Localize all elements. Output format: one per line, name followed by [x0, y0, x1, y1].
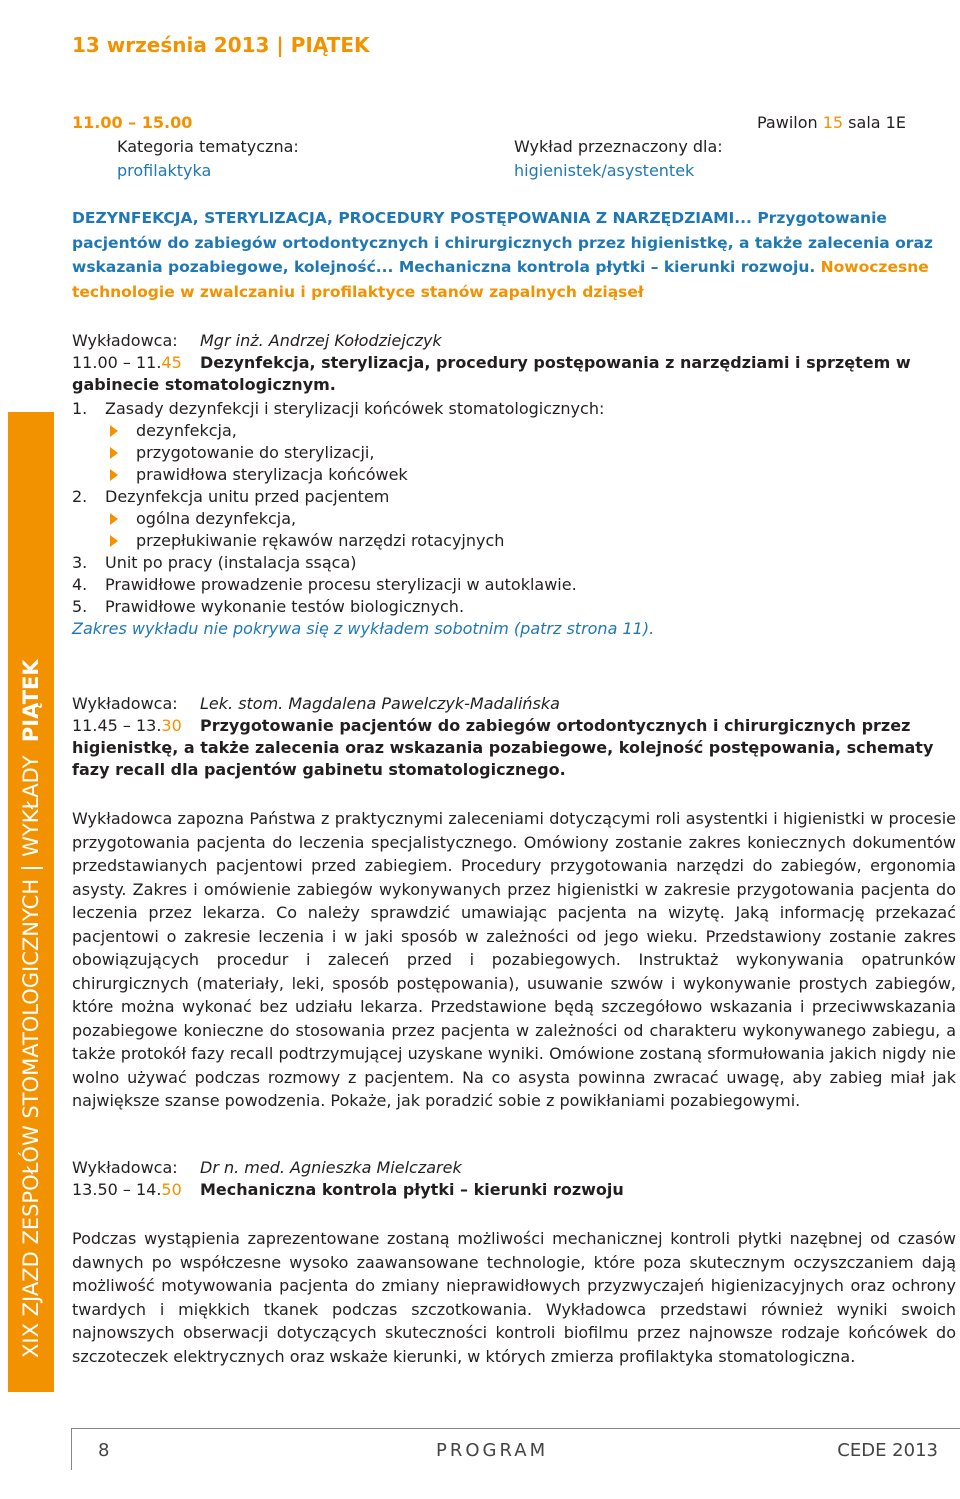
lecture-3-description: Podczas wystąpienia zaprezentowane zostaną możliwości mechanicznej kontroli płytki nazębnej od czasów dawnych po współczesne wysoko zaawansowane technologie, które poza skutecznym oczyszczaniem dają możliwość motywowania pacjenta do zmiany nieprawidłowych przyzwyczajeń higienizacyjnych oraz ochrony twardych i miękkich tkanek podczas szczotkowania. Wykładowca przedstawi również wyniki swoich najnowszych obserwacji dotyczących skuteczności kontroli biofilmu przez najnowsze rodzaje końcówek do szczoteczek elektrycznych oraz wskaże kierunki, w których zmierza profilaktyka stomatologiczna. — [72, 1229, 956, 1366]
session-title-extra: Nowoczesne technologie w zwalczaniu i profilaktyce stanów zapalnych dziąseł — [72, 258, 929, 301]
item-number: 4. — [72, 575, 88, 594]
lecture-3-lecturer-row — [72, 1157, 956, 1179]
page-number: 8 — [98, 1440, 110, 1461]
lecture-1 — [72, 330, 956, 640]
time-start: 11.45 – 13. — [72, 716, 162, 735]
audience-label: Wykład przeznaczony dla: — [514, 137, 723, 156]
session-title-main: DEZYNFEKCJA, STERYLIZACJA, PROCEDURY POSTĘPOWANIA Z NARZĘDZIAMI... Przygotowanie pacjentów do zabiegów ortodontycznych i chirurgicznych przez higienistkę, a także zalecenia oraz wskazania pozabiegowe, kolejność... Mechaniczna kontrola płytki – kierunki rozwoju. — [72, 209, 933, 276]
list-item: ogólna dezynfekcja, — [106, 508, 956, 530]
lecture-1-title: Dezynfekcja, sterylizacja, procedury postępowania z narzędziami i sprzętem w gabinecie stomatologicznym. — [72, 353, 911, 394]
lecture-3-title: Mechaniczna kontrola płytki – kierunki rozwoju — [200, 1180, 624, 1199]
lecture-1-note: Zakres wykładu nie pokrywa się z wykładem sobotnim (patrz strona 11). — [72, 619, 655, 638]
page-date-header: 13 września 2013 | PIĄTEK — [72, 33, 370, 57]
item-number: 1. — [72, 399, 88, 418]
time-start: 11.00 – 11. — [72, 353, 162, 372]
lecture-1-item — [72, 486, 956, 508]
lecturer-label: Wykładowca: — [72, 331, 178, 350]
lecture-1-item — [72, 574, 956, 596]
side-banner-day: PIĄTEK — [19, 659, 43, 743]
lecture-2-time — [72, 715, 200, 737]
time-end: 50 — [161, 1180, 182, 1199]
item-text: Prawidłowe wykonanie testów biologicznych. — [105, 597, 465, 616]
lecture-2-description: Wykładowca zapozna Państwa z praktycznymi zaleceniami dotyczącymi roli asystentki i higienistki w procesie przygotowania pacjenta do leczenia specjalistycznego. Omówiony zostanie zakres koniecznych dokumentów przedstawianych pacjentowi przed zabiegiem. Procedury przygotowania narzędzi do zabiegów, ergonomia asysty. Zakres i omówienie zabiegów wykonywanych przez higienistki w zakresie przygotowania pacjenta do leczenia przez lekarza. Co należy sprawdzić umawiając pacjenta na wizytę. Jaką informację przekazać pacjentowi o zakresie leczenia i w jaki sposób w zależności od jego wieku. Przedstawiony zostanie zakres obowiązujących procedur i zaleceń przed i pozabiegowych. Instruktaż wykonywania opatrunków chirurgicznych (materiały, leki, sposób postępowania), usuwanie szwów i wykonywanie prostych zabiegów, które można wykonać bez udziału lekarza. Przedstawione będą szczegółowo wskazania i przeciwwskazania pozabiegowe konieczne do stosowania przez pacjenta w zależności od charakteru wykonywanego zabiegu, a także protokół fazy recall podtrzymującej uzyskane wyniki. Omówione zostaną sformułowania jakich nigdy nie wolno używać podczas rozmowy z pacjentem. Na co asysta powinna zwracać uwagę, aby zabieg miał jak największe szanse powodzenia. Pokaże, jak poradzić sobie z powikłaniami pozabiegowymi. — [72, 809, 956, 1110]
footer-program: PROGRAM — [436, 1440, 549, 1461]
list-item: dezynfekcja, — [106, 420, 956, 442]
time-end: 45 — [161, 353, 182, 372]
list-item: przygotowanie do sterylizacji, — [106, 442, 956, 464]
lecture-1-title-block — [72, 352, 956, 396]
side-banner — [8, 412, 54, 1392]
session-title — [72, 206, 956, 304]
lecturer-label: Wykładowca: — [72, 1158, 178, 1177]
lecture-1-item — [72, 552, 956, 574]
session-location — [757, 112, 906, 134]
footer-rule — [71, 1428, 960, 1429]
location-prefix: Pawilon — [757, 113, 823, 132]
time-start: 13.50 – 14. — [72, 1180, 162, 1199]
lecture-1-item — [72, 596, 956, 618]
lecture-2-title-block — [72, 715, 956, 781]
location-hall: 15 — [822, 113, 844, 132]
list-item: przepłukiwanie rękawów narzędzi rotacyjnych — [106, 530, 956, 552]
list-item: prawidłowa sterylizacja końcówek — [106, 464, 956, 486]
item-number: 3. — [72, 553, 88, 572]
category-value: profilaktyka — [117, 161, 212, 180]
lecture-1-time — [72, 352, 200, 374]
lecture-2-title: Przygotowanie pacjentów do zabiegów ortodontycznych i chirurgicznych przez higienistkę, a także zalecenia oraz wskazania pozabiegowe, kolejność postępowania, schematy fazy recall dla pacjentów gabinetu stomatologicznego. — [72, 716, 934, 779]
footer-event: CEDE 2013 — [837, 1440, 938, 1461]
item-text: Unit po pracy (instalacja ssąca) — [105, 553, 357, 572]
lecturer-name: Lek. stom. Magdalena Pawelczyk-Madalińska — [200, 694, 560, 713]
item-number: 2. — [72, 487, 88, 506]
item-text: Dezynfekcja unitu przed pacjentem — [105, 487, 390, 506]
session-time: 11.00 – 15.00 — [72, 113, 193, 132]
time-end: 30 — [161, 716, 182, 735]
side-banner-separator — [21, 867, 43, 869]
lecturer-label: Wykładowca: — [72, 694, 178, 713]
lecture-2-lecturer-row — [72, 693, 956, 715]
side-banner-event: XIX ZJAZD ZESPOŁÓW STOMATOLOGICZNYCH — [19, 878, 43, 1358]
footer-rule-vertical — [71, 1428, 72, 1470]
item-number: 5. — [72, 597, 88, 616]
item-text: Prawidłowe prowadzenie procesu sterylizacji w autoklawie. — [105, 575, 577, 594]
lecturer-name: Dr n. med. Agnieszka Mielczarek — [200, 1158, 462, 1177]
lecture-3 — [72, 1157, 956, 1368]
lecturer-name: Mgr inż. Andrzej Kołodziejczyk — [200, 331, 442, 350]
audience-value: higienistek/asystentek — [514, 161, 695, 180]
lecture-1-lecturer-row — [72, 330, 956, 352]
lecture-1-sublist — [72, 508, 956, 552]
lecture-3-title-block — [72, 1179, 956, 1201]
location-room: sala 1E — [843, 113, 906, 132]
lecture-3-time — [72, 1179, 200, 1201]
lecture-2 — [72, 693, 956, 1113]
lecture-1-item — [72, 398, 956, 420]
page-footer — [98, 1440, 938, 1468]
item-text: Zasady dezynfekcji i sterylizacji końcówek stomatologicznych: — [105, 399, 605, 418]
side-banner-section: WYKŁADY — [19, 755, 43, 857]
category-label: Kategoria tematyczna: — [117, 137, 299, 156]
lecture-1-sublist — [72, 420, 956, 486]
